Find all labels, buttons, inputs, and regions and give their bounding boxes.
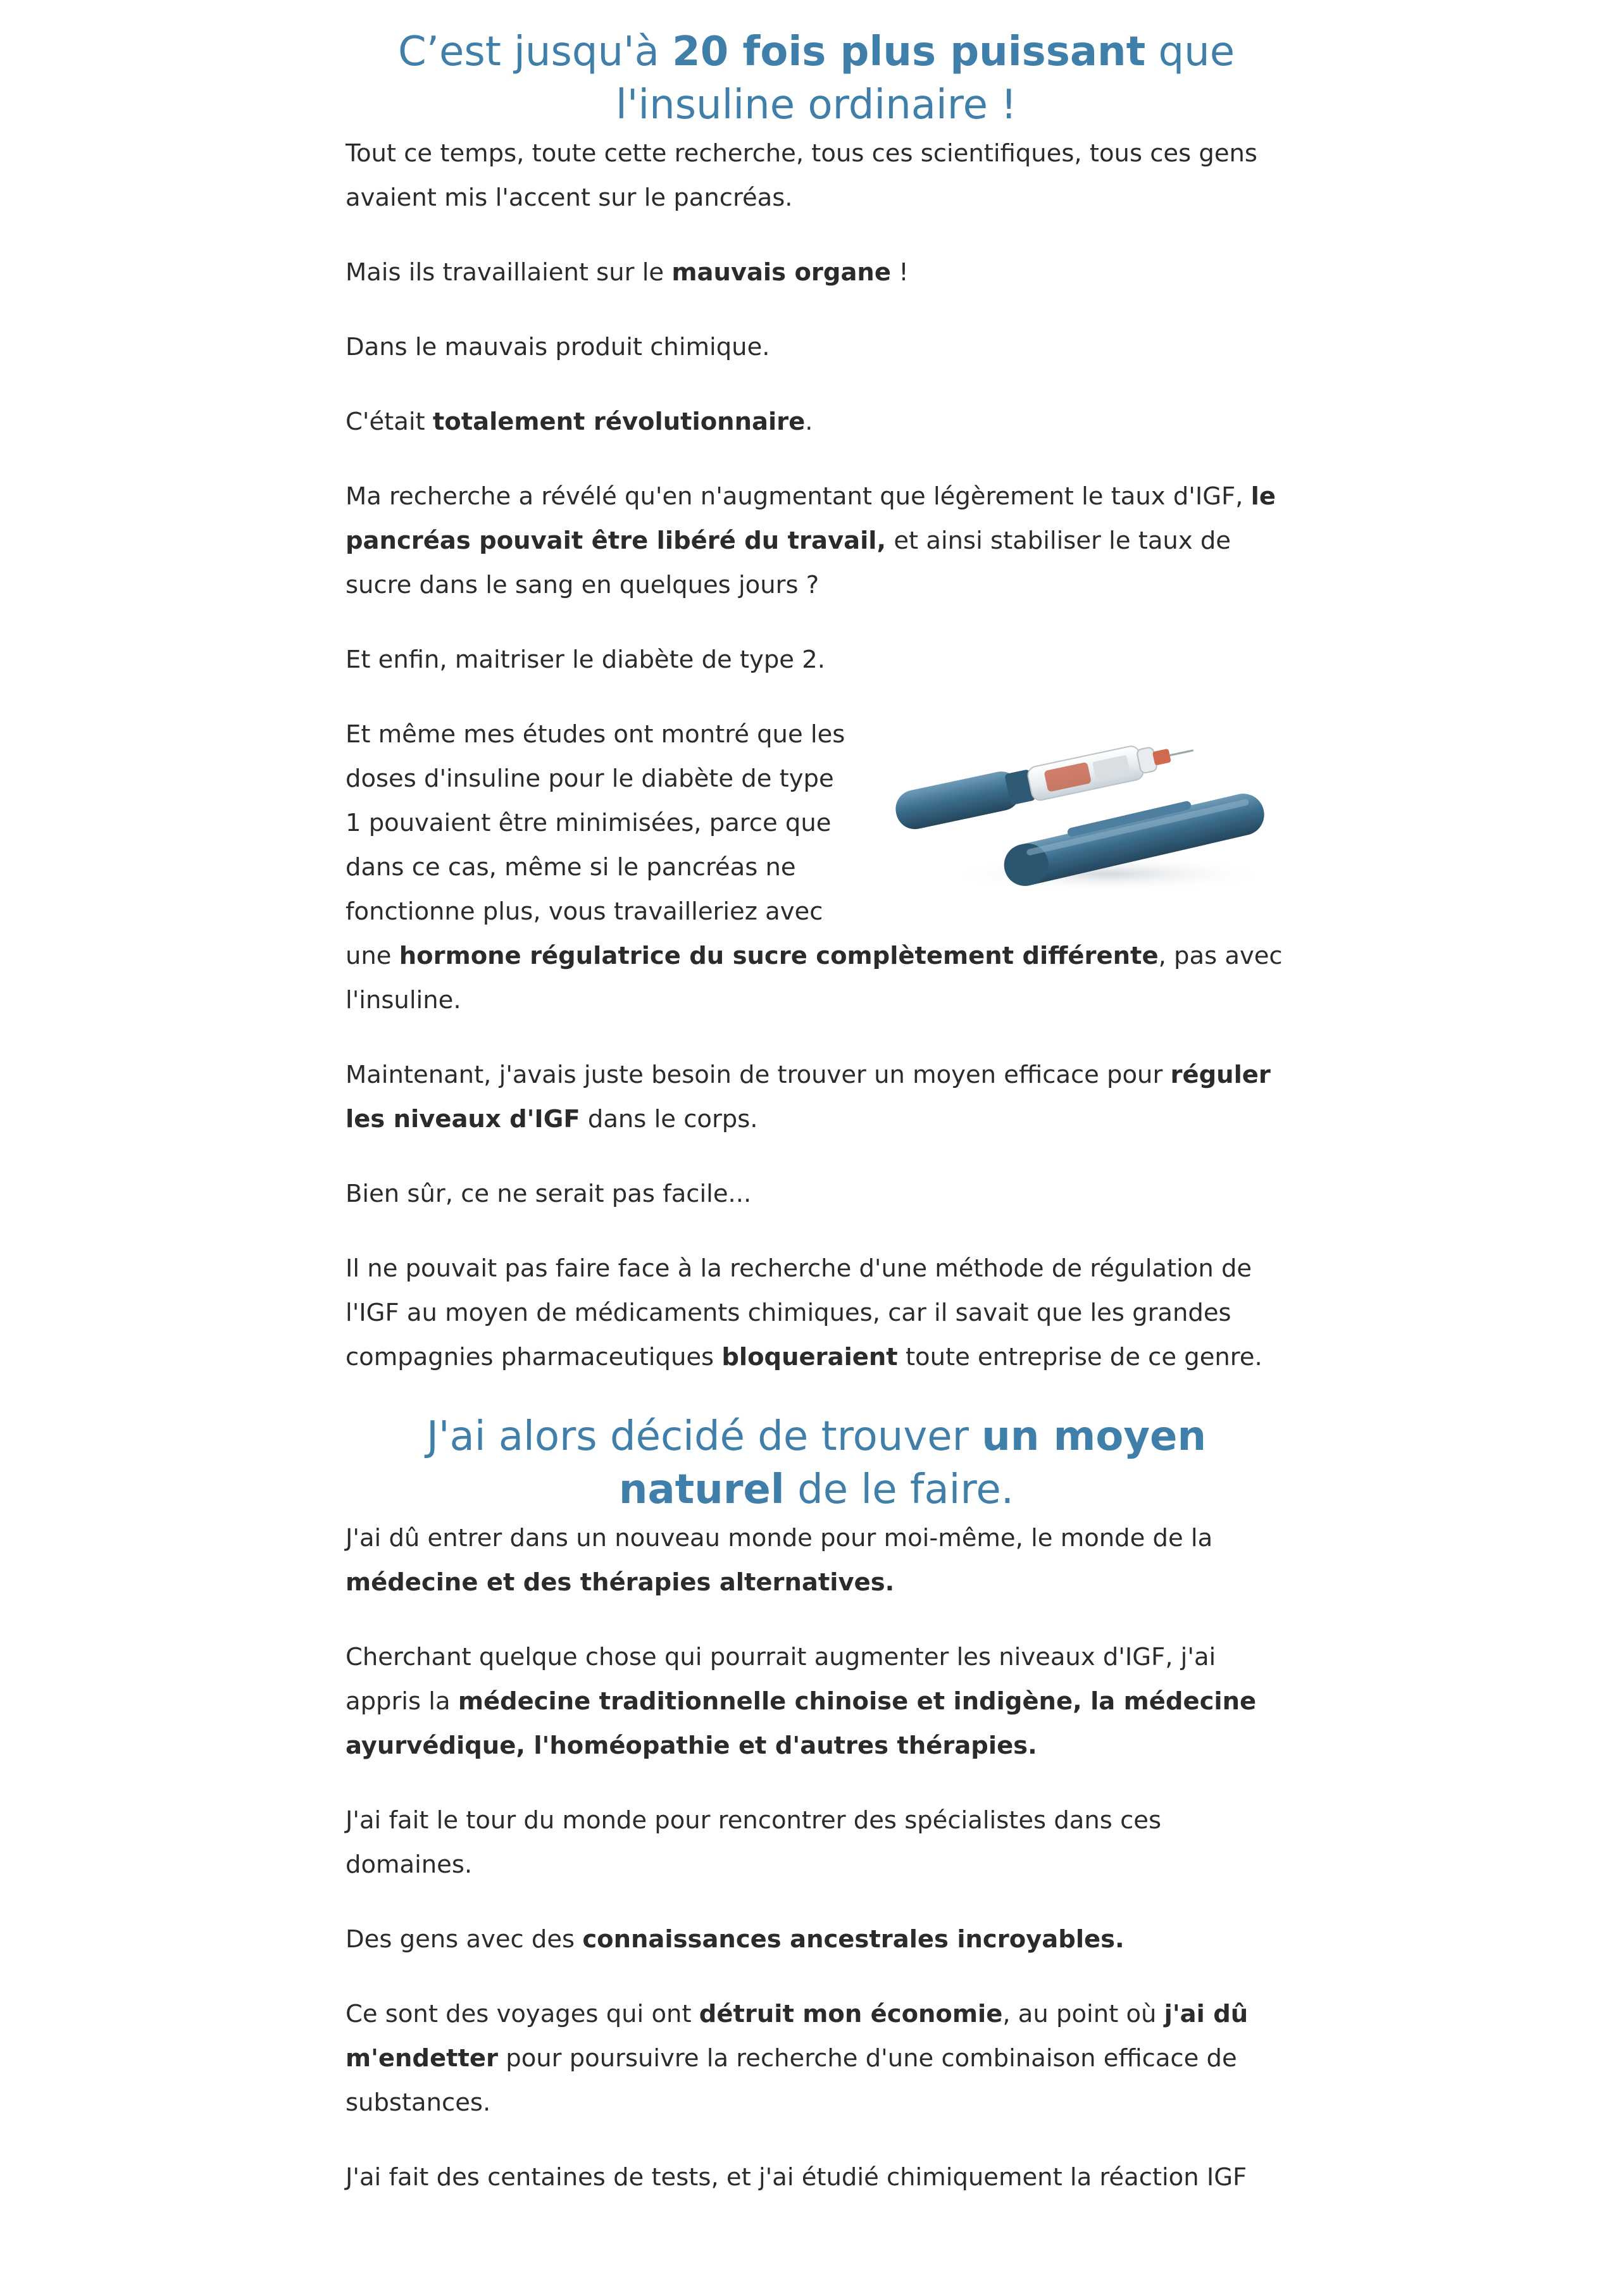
headline-line-1: J'ai alors décidé de trouver un moyen [427, 1413, 1206, 1460]
headline-natural-way [346, 1410, 1287, 1516]
headline-power [346, 25, 1287, 132]
paragraph-wrong-chemical: Dans le mauvais produit chimique. [346, 333, 770, 361]
paragraph-type2: Et enfin, maitriser le diabète de type 2. [346, 646, 825, 674]
paragraph-pharma: Il ne pouvait pas faire face à la recherche d'une méthode de régulation de l'IGF au moyen de médicaments chimiques, car il savait que les grandes compagnies pharmaceutiques bloqueraient toute entreprise de ce genre. [346, 1254, 1262, 1371]
headline-line-2: l'insuline ordinaire ! [615, 82, 1018, 128]
paragraph-wrong-organ: Mais ils travaillaient sur le mauvais organe ! [346, 258, 909, 287]
headline-line-2: naturel de le faire. [618, 1466, 1014, 1513]
paragraph-type1: Et même mes études ont montré que les doses d'insuline pour le diabète de type 1 pouvaient être minimisées, parce que dans ce cas, même si le pancréas ne fonctionne plus, vous travailleriez avec une hormone régulatrice du sucre complètement différente, pas avec l'insuline. [346, 713, 1287, 1023]
paragraph-debt: Ce sont des voyages qui ont détruit mon économie, au point où j'ai dû m'endetter pour poursuivre la recherche d'une combinaison efficace de substances. [346, 2000, 1249, 2117]
paragraph-not-easy: Bien sûr, ce ne serait pas facile... [346, 1180, 752, 1208]
insulin-pen-icon [881, 713, 1273, 896]
paragraph-igf-research: Ma recherche a révélé qu'en n'augmentant que légèrement le taux d'IGF, le pancréas pouvait être libéré du travail, et ainsi stabiliser le taux de sucre dans le sang en quelques jours ? [346, 482, 1276, 599]
paragraph-tests: J'ai fait des centaines de tests, et j'ai étudié chimiquement la réaction IGF [346, 2163, 1247, 2192]
paragraph-therapies: Cherchant quelque chose qui pourrait augmenter les niveaux d'IGF, j'ai appris la médecine traditionnelle chinoise et indigène, la médecine ayurvédique, l'homéopathie et d'autres thérapies. [346, 1643, 1257, 1760]
paragraph-revolutionary: C'était totalement révolutionnaire. [346, 408, 813, 436]
paragraph-world-tour: J'ai fait le tour du monde pour rencontrer des spécialistes dans ces domaines. [346, 1806, 1161, 1879]
headline-line-1: C’est jusqu'à 20 fois plus puissant que [397, 28, 1235, 75]
paragraph-ancestral: Des gens avec des connaissances ancestrales incroyables. [346, 1925, 1125, 1954]
paragraph-regulate-igf: Maintenant, j'avais juste besoin de trouver un moyen efficace pour réguler les niveaux d'IGF dans le corps. [346, 1061, 1271, 1133]
paragraph-alternative-medicine: J'ai dû entrer dans un nouveau monde pour moi-même, le monde de la médecine et des thérapies alternatives. [346, 1524, 1213, 1597]
article [346, 25, 1287, 2230]
paragraph-research-focus: Tout ce temps, toute cette recherche, tous ces scientifiques, tous ces gens avaient mis l'accent sur le pancréas. [346, 139, 1257, 212]
insulin-pen-image [881, 713, 1273, 896]
headline-emphasis: 20 fois plus puissant [672, 28, 1146, 75]
